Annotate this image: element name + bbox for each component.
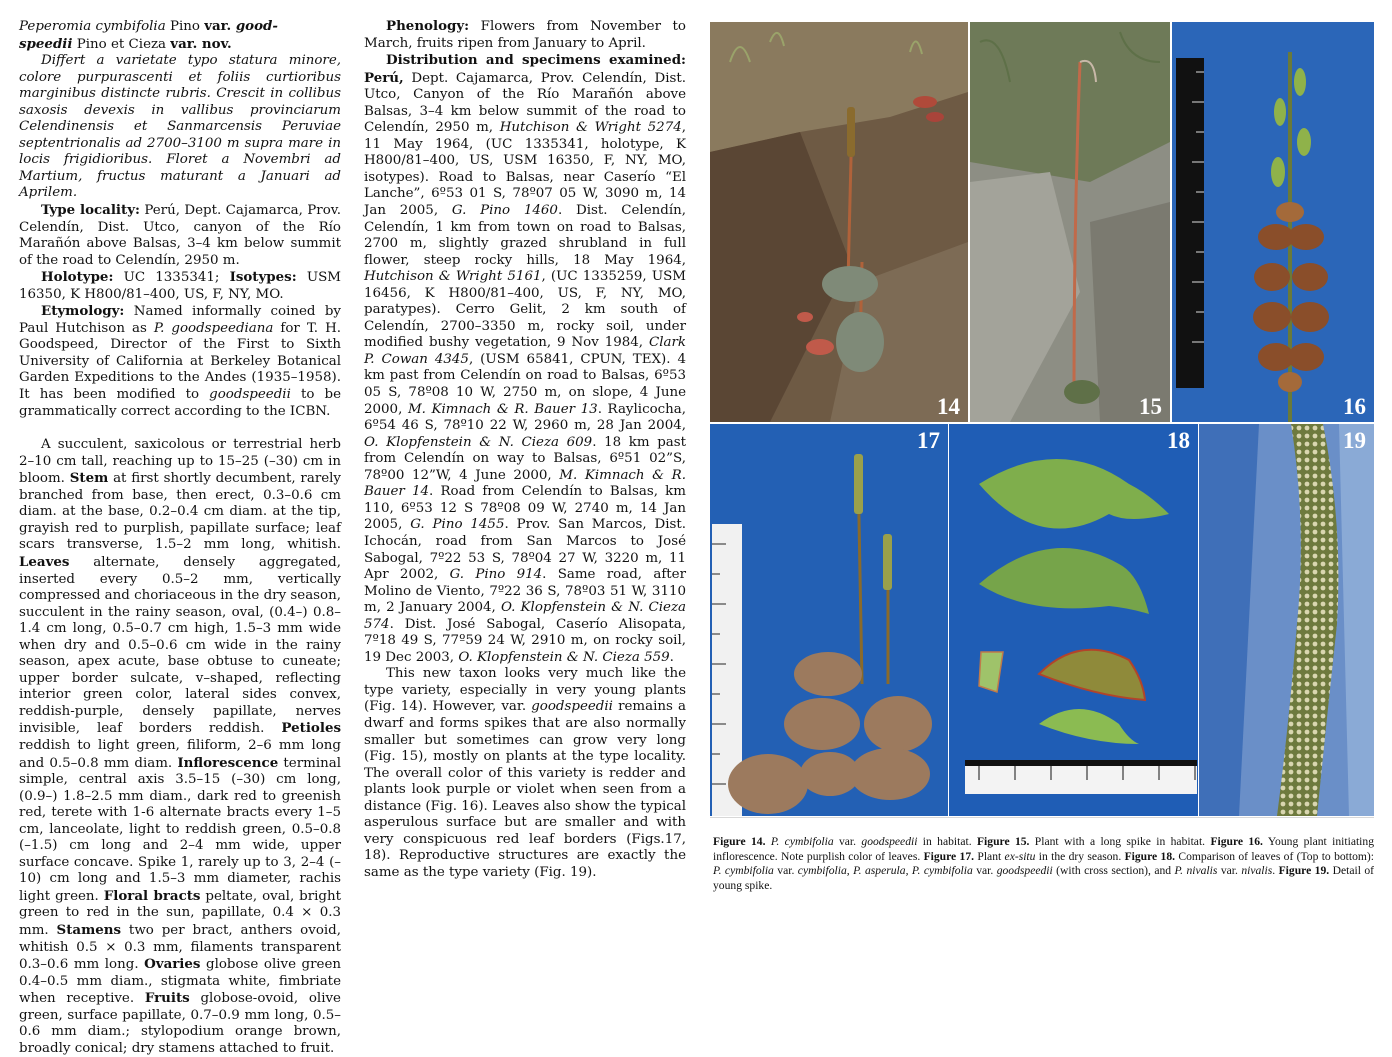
text-run: alternate, densely aggregated, inserted every 0.5–2 mm, vertically compressed and choriaceous in the dry season, succulent in the rainy season, oval, (0.4–) 0.8–1.4 cm long, 0.5–0.7 cm high, 1.5–3 mm wide when dry and 0.5–0.6 cm wide in the rainy season, apex acute, base obtuse to cuneate; upper border sulcate, v–shaped, reflecting interior green color, lateral sides convex, reddish-purple, densely papillate, nerves invisible, leaf borders reddish. <box>19 554 341 737</box>
text-run: . <box>669 649 674 665</box>
text-run: var. <box>833 835 862 848</box>
paragraph <box>364 666 686 881</box>
text-run: two per bract, anthers ovoid, whitish 0.5 × 0.3 mm, filaments transparent 0.3–0.6 mm long. <box>19 922 341 973</box>
text-run: . 18 km past from Celendín on way to Balsas, 6º51 02”S, 78º00 12”W, 4 June 2000, <box>364 434 687 483</box>
text-run: to be grammatically correct according to the ICBN. <box>19 387 342 419</box>
text-run: Plant <box>974 849 1005 863</box>
text-run: for T. H. Goodspeed, Director of the First to Sixth University of California at Berkeley Botanical Garden Expeditions to the Andes (1935–1958). It has been modified to <box>19 320 341 403</box>
text-run: . Road from Celendín to Balsas, km 110, 6º53 12 S 78º08 09 W, 2740 m, 14 Jan 2005, <box>364 484 686 533</box>
text-run: remains a dwarf and forms spikes that are also normally smaller but sometimes can grow very long (Fig. 15), mostly on plants at the type locality. The overall color of this variety is redder and plants look purple or violet when seen from a distance (Fig. 16). Leaves also show the typical asperulous surface but are smaller and with very conspicuous red leaf borders (Figs.17, 18). Reproductive structures are exactly the same as the type variety (Fig. 19). <box>364 699 686 880</box>
paragraph <box>19 18 341 53</box>
text-run: goodspeedii <box>996 864 1053 878</box>
text-run: G. Pino 1460 <box>451 203 558 219</box>
text-column-middle <box>364 18 686 881</box>
text-run: Type locality: <box>41 202 140 219</box>
text-run: P. nivalis <box>1174 864 1218 878</box>
text-run: Hutchison & Wright 5274 <box>499 120 682 136</box>
text-run: var. <box>1217 864 1242 878</box>
text-run: Pino <box>165 19 205 34</box>
text-run: Differt a varietate typo statura minore, colore purpurascenti et foliis curtioribus marginibus distincte rubris. Crescit in collibus saxosis devexis in vallibus provinciarum Celendinensis et Sanmarcensis Peruviae septentrionalis ad 2700–3100 m supra mare in locis frigidioribus. Floret a Novembri ad Martium, fructus maturant a Januari ad Aprilem. <box>19 53 341 201</box>
text-run: var. <box>773 864 798 878</box>
text-run: Floral bracts <box>103 887 201 904</box>
text-run: Figure 18. <box>1124 849 1176 863</box>
text-run: . Dist. José Sabogal, Caserío Alisopata, 7º18 49 S, 77º59 24 W, 2910 m, on rocky soil, 19 Dec 2003, <box>364 616 686 665</box>
caption-divider <box>710 817 1374 818</box>
paragraph <box>364 52 686 666</box>
text-run: . Same road, after Molino de Viento, 7º22 36 S, 78º03 51 W, 3110 m, 2 January 2004, <box>364 567 686 616</box>
text-run: , (USM 65841, CPUN, TEX). 4 km past from Celendín on road to Balsas, 6º53 05 S, 78º08 10 W, 2750 m, on slope, 4 June 2000, <box>364 351 686 417</box>
text-run: Perú, Dept. Cajamarca, Prov. Celendín, Dist. Utco, canyon of the Río Marañón above Balsas, 3–4 km below summit of the road to Celendín, 2950 m. <box>19 203 341 268</box>
paragraph <box>19 303 341 420</box>
paragraph <box>19 269 341 303</box>
text-run: Detail of young spike. <box>713 864 1375 892</box>
text-run: A succulent, saxicolous or terrestrial herb 2–10 cm tall, reaching up to 15–25 (–30) cm in bloom. <box>19 437 341 487</box>
text-run: speedii <box>19 35 73 52</box>
text-run: USM 16350, K H800/81–400, US, F, NY, MO. <box>19 270 341 302</box>
text-run: peltate, oval, bright green to red in the sun, papillate, 0.4 × 0.3 mm. <box>19 888 342 938</box>
text-run: terminal simple, central axis 3.5–15 (–30) cm long, (0.9–) 1.8–2.5 mm diam., dark red to greenish red, terete with 1-6 alternate bracts every 1–5 cm, lanceolate, light to reddish green, 0.5–0.8 (–1.5) cm long and 2–4 mm wide, upper surface concave. Spike 1, rarely up to 3, 2–4 (–10) cm long and 1.5–3 mm diameter, rachis light green. <box>19 755 341 904</box>
figure-14-photo <box>710 22 968 422</box>
text-run: P. cymbifolia <box>770 835 834 848</box>
figure-number: 19 <box>1343 428 1366 453</box>
text-run: P. goodspeediana <box>153 320 274 336</box>
text-run: , 11 May 1964, (UC 1335341, holotype, K H800/81–400, US, USM 16350, F, NY, MO, isotypes). Road to Balsas, near Caserío “El Lanche”, 6º53 01 S, 78º07 05 W, 3090 m, 14 Jan 2005, <box>364 120 686 219</box>
paragraph-gap <box>19 420 341 437</box>
figure-number: 17 <box>917 428 940 453</box>
text-run: var. <box>972 864 997 878</box>
text-run: Phenology: <box>386 18 470 34</box>
text-run: in habitat. <box>917 835 977 848</box>
text-run: at first shortly decumbent, rarely branched from base, then erect, 0.3–0.6 cm diam. at the base, 0.2–0.4 cm diam. at the tip, grayish red to purplish, papillate surface; leaf scars transverse, 1.5–2 mm long, whitish. <box>19 471 341 553</box>
text-run: . Prov. San Marcos, Dist. Ichocán, road from San Marcos to José Sabogal, 7º22 53 S, 78º04 27 W, 3220 m, 11 Apr 2002, <box>364 517 686 583</box>
text-run: Clark P. Cowan 4345 <box>364 335 686 367</box>
text-run: Ovaries <box>144 956 201 973</box>
text-run: . Dist. Celendín, Celendín, 1 km from town on road to Balsas, 2700 m, slightly grazed shrubland in full flower, steep rocky hills, 18 May 1964, <box>364 203 686 268</box>
text-run: Figure 19. <box>1278 864 1330 878</box>
text-run: Figure 15. <box>976 835 1030 848</box>
text-run: Leaves <box>19 553 70 570</box>
text-run: Comparison of leaves of (Top to bottom): <box>1175 849 1374 863</box>
text-run: (with cross section), and <box>1052 864 1175 878</box>
text-run: Fruits <box>144 990 190 1007</box>
text-run: Petioles <box>281 720 341 737</box>
text-run: Flowers from November to March, fruits ripen from January to April. <box>364 19 686 51</box>
text-run: G. Pino 1455 <box>410 517 505 533</box>
text-run: Figure 17. <box>923 849 975 863</box>
text-run: P. cymbifolia <box>713 864 774 878</box>
text-run: . Raylicocha, 6º54 46 S, 78º10 22 W, 2960 m, 28 Jan 2004, <box>364 401 686 434</box>
text-run: Inflorescence <box>177 754 279 771</box>
figure-16-photo <box>1172 22 1374 422</box>
paragraph <box>19 437 341 1057</box>
text-run: This new taxon looks very much like the type variety, especially in very young plants (Fig. 14). However, var. <box>364 666 686 715</box>
text-run: Stem <box>69 470 109 487</box>
text-run: ex-situ <box>1004 849 1036 863</box>
text-run: Holotype: <box>41 269 114 286</box>
text-run: UC 1335341; <box>113 270 230 286</box>
text-run: cymbifolia, P. asperula, P. cymbifolia <box>797 864 973 878</box>
figure-19-photo <box>1199 424 1374 816</box>
text-run: var. nov. <box>170 35 232 52</box>
text-run: goodspeedii <box>531 699 613 715</box>
text-run: Isotypes: <box>229 269 297 286</box>
text-run: Peperomia cymbifolia <box>19 19 166 34</box>
text-run: reddish to light green, filiform, 2–6 mm long and 0.5–0.8 mm diam. <box>19 737 341 771</box>
text-run: in the dry season. <box>1035 849 1125 863</box>
text-run: Etymology: <box>41 303 125 320</box>
text-column-left <box>19 18 341 1057</box>
figure-caption <box>713 835 1374 893</box>
text-run: M. Kimnach & R. Bauer 14 <box>364 467 686 500</box>
figure-number: 16 <box>1343 394 1366 419</box>
text-run: goodspeedii <box>861 835 918 848</box>
text-run: goodspeedii <box>209 387 291 403</box>
text-run: Named informally coined by Paul Hutchison as <box>19 304 341 336</box>
text-run: , (UC 1335259, USM 16456, K H800/81–400, US, F, NY, MO, paratypes). Cerro Gelit, 2 km south of Celendín, 2700–3350 m, rocky soil, under modified bushy vegetation, 9 Nov 1984, <box>364 269 686 351</box>
text-run: var. <box>204 18 236 34</box>
text-run: Pino et Cieza <box>72 36 171 52</box>
text-run: . <box>1272 864 1279 878</box>
text-run: O. Klopfenstein & N. Cieza 559 <box>458 649 670 665</box>
text-run: Dept. Cajamarca, Prov. Celendín, Dist. Utco, Canyon of the Río Marañón above Balsas, 3–4 km below summit of the road to Celendín, 2950 m, <box>364 70 686 136</box>
paragraph <box>19 202 341 269</box>
text-run: G. Pino 914 <box>449 567 543 583</box>
figure-18-photo <box>949 424 1198 816</box>
figure-number: 14 <box>937 394 960 419</box>
text-run: Young plant initiating inflorescence. Note purplish color of leaves. <box>713 835 1374 863</box>
text-run: globose-ovoid, olive green, surface papillate, 0.7–0.9 mm long, 0.5–0.6 mm diam.; stylopodium orange brown, broadly conical; dry stamens attached to fruit. <box>19 991 341 1056</box>
text-run: globose olive green 0.4–0.5 mm diam., stigmata white, fimbriate when receptive. <box>19 957 341 1007</box>
text-run: O. Klopfenstein & N. Cieza 574 <box>364 600 686 632</box>
figure-number: 18 <box>1167 428 1190 453</box>
text-run: nivalis <box>1241 864 1273 878</box>
text-run: Figure 16. <box>1210 835 1263 848</box>
paragraph <box>364 18 686 52</box>
figure-17-photo <box>710 424 948 816</box>
text-run: good- <box>235 18 278 34</box>
text-run: Hutchison & Wright 5161 <box>364 269 542 285</box>
text-run: M. Kimnach & R. Bauer 13 <box>407 401 598 417</box>
text-run: O. Klopfenstein & N. Cieza 609 <box>364 434 593 450</box>
text-run: Stamens <box>56 921 122 938</box>
figure-15-photo <box>970 22 1170 422</box>
paragraph <box>19 53 341 202</box>
text-run: Plant with a long spike in habitat. <box>1029 835 1211 848</box>
text-run: Distribution and specimens examined: Perú, <box>364 52 686 86</box>
figure-number: 15 <box>1139 394 1162 419</box>
text-run: Figure 14. <box>713 835 766 848</box>
